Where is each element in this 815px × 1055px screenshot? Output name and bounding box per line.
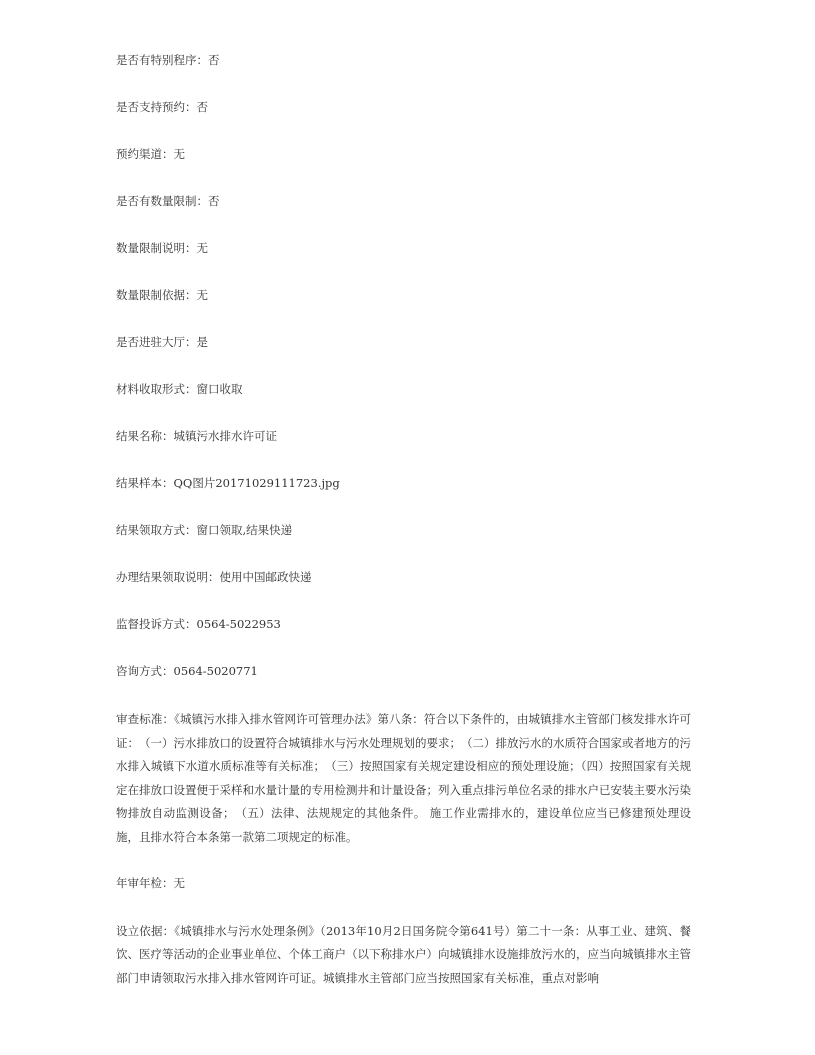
field-value: 无 — [173, 875, 185, 890]
field-value: 否 — [208, 53, 220, 67]
field-result-pickup-note — [116, 567, 691, 587]
field-in-hall — [116, 332, 691, 352]
field-label: 办理结果领取说明： — [116, 570, 220, 584]
field-quantity-limit — [116, 191, 691, 211]
field-label: 是否有特别程序： — [116, 53, 208, 67]
field-value: 无 — [196, 288, 208, 302]
review-standard-paragraph — [116, 708, 691, 850]
field-label: 材料收取形式： — [116, 382, 197, 396]
field-result-name — [116, 426, 691, 446]
field-label: 是否进驻大厅： — [116, 335, 197, 349]
field-label: 是否有数量限制： — [116, 194, 208, 208]
field-value: 窗口领取,结果快递 — [196, 523, 293, 537]
document-page — [116, 50, 691, 1013]
field-value: QQ图片20171029111723.jpg — [173, 476, 340, 490]
field-value: 无 — [196, 241, 208, 255]
basis-paragraph — [116, 920, 691, 991]
field-label: 咨询方式： — [116, 664, 174, 678]
field-value: 0564-5020771 — [173, 664, 258, 678]
field-value: 否 — [196, 100, 208, 114]
field-label: 数量限制依据： — [116, 288, 197, 302]
field-consult-contact — [116, 661, 691, 681]
field-label: 结果名称： — [116, 429, 174, 443]
field-material-form — [116, 379, 691, 399]
field-label: 监督投诉方式： — [116, 617, 197, 631]
review-standard-label: 审查标准： — [116, 712, 175, 726]
field-result-sample — [116, 473, 691, 493]
field-result-pickup-method — [116, 520, 691, 540]
field-label: 预约渠道： — [116, 147, 174, 161]
field-value: 0564-5022953 — [196, 617, 281, 631]
field-label: 年审年检： — [116, 875, 174, 890]
field-special-procedure — [116, 50, 691, 70]
review-standard-text: 《城镇污水排入排水管网许可管理办法》第八条：符合以下条件的，由城镇排水主管部门核发排水许可证： （一）污水排放口的设置符合城镇排水与污水处理规划的要求； （二）排放污水的水质符合国家或者地方的污水排入城镇下水道水质标准等有关标准； （三）按照国家有关规定建设相应的预处理设施；（四）按照国家有关规定在排放口设置便于采样和水量计量的专用检测井和计量设备；列入重点排污单位名录的排水户已安装主要水污染物排放自动监测设备； （五）法律、法规规定的其他条件。 施工作业需排水的，建设单位应当已修建预处理设施，且排水符合本条第一款第二项规定的标准。 — [116, 712, 692, 844]
field-label: 结果样本： — [116, 476, 174, 490]
field-quantity-limit-note — [116, 238, 691, 258]
field-value: 是 — [196, 335, 208, 349]
field-value: 使用中国邮政快递 — [219, 570, 312, 584]
field-quantity-limit-basis — [116, 285, 691, 305]
field-annual-review — [116, 873, 691, 893]
basis-label: 设立依据： — [116, 923, 175, 938]
field-value: 否 — [208, 194, 220, 208]
field-reservation-channel — [116, 144, 691, 164]
basis-text: 《城镇排水与污水处理条例》（2013年10月2日国务院令第641号）第二十一条：从事工业、建筑、餐饮、医疗等活动的企业事业单位、个体工商户（以下称排水户）向城镇排水设施排放污水的，应当向城镇排水主管部门申请领取污水排入排水管网许可证。城镇排水主管部门应当按照国家有关标准，重点对影响 — [116, 923, 691, 985]
field-value: 城镇污水排水许可证 — [173, 429, 277, 443]
field-complaint-contact — [116, 614, 691, 634]
field-label: 是否支持预约： — [116, 100, 197, 114]
field-value: 无 — [173, 147, 185, 161]
field-reservation-support — [116, 97, 691, 117]
field-value: 窗口收取 — [196, 382, 243, 396]
field-label: 结果领取方式： — [116, 523, 197, 537]
field-label: 数量限制说明： — [116, 241, 197, 255]
